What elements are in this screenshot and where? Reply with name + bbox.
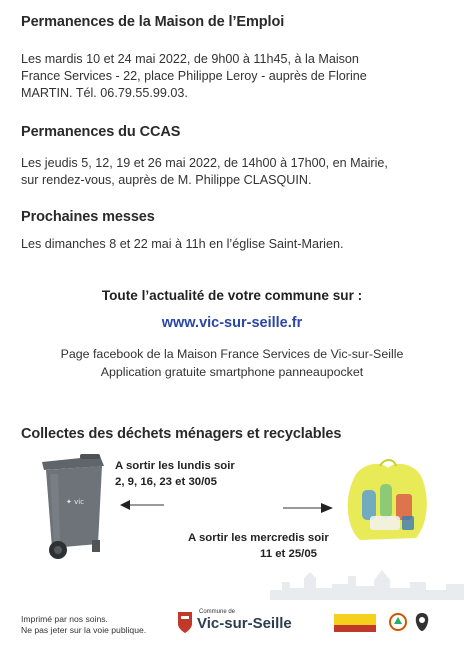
arrow-left-icon — [120, 498, 164, 510]
section-text-line: Les dimanches 8 et 22 mai à 11h en l’église Saint-Marien. — [21, 237, 344, 251]
facebook-line: Page facebook de la Maison France Services de Vic-sur-Seille — [60, 347, 404, 361]
print-notice-line2: Ne pas jeter sur la voie publique. — [21, 625, 147, 635]
section-text-line: sur rendez-vous, auprès de M. Philippe CLASQUIN. — [21, 173, 312, 187]
arrow-right-icon — [283, 501, 333, 513]
section-text-line: Les mardis 10 et 24 mai 2022, de 9h00 à 11h45, à la Maison — [21, 52, 359, 66]
news-heading: Toute l’actualité de votre commune sur : — [101, 288, 363, 303]
recyclable-dates: 11 et 25/05 — [260, 548, 318, 560]
section-text-line: MARTIN. Tél. 06.79.55.99.03. — [21, 86, 188, 100]
logo-name: Vic-sur-Seille — [197, 615, 292, 632]
town-skyline-decoration — [270, 566, 464, 600]
household-dates: 2, 9, 16, 23 et 30/05 — [115, 476, 217, 488]
trash-bin-icon — [36, 452, 108, 560]
section-text-line: Les jeudis 5, 12, 19 et 26 mai 2022, de 14h00 à 17h00, en Mairie, — [21, 156, 388, 170]
collection-title: Collectes des déchets ménagers et recyclables — [21, 426, 342, 442]
website-link[interactable]: www.vic-sur-seille.fr — [161, 315, 303, 331]
commune-crest-icon — [176, 610, 194, 634]
svg-text:✦ vic: ✦ vic — [66, 498, 85, 506]
print-notice-line1: Imprimé par nos soins. — [21, 614, 108, 624]
household-label: A sortir les lundis soir — [115, 460, 235, 472]
section-text-line: France Services - 22, place Philippe Leroy - auprès de Florine — [21, 69, 367, 83]
recycling-bag-icon — [340, 458, 432, 544]
section-title-maison-emploi: Permanences de la Maison de l’Emploi — [21, 14, 285, 30]
recyclable-label: A sortir les mercredis soir — [188, 532, 329, 544]
app-line: Application gratuite smartphone panneaupocket — [100, 365, 364, 379]
logo-caption: Commune de — [199, 609, 236, 615]
partner-logo-icon — [334, 614, 376, 632]
section-title-ccas: Permanences du CCAS — [21, 124, 181, 140]
partner-logo-icon — [388, 612, 408, 632]
section-title-messes: Prochaines messes — [21, 209, 155, 225]
partner-logo-icon — [414, 612, 430, 632]
